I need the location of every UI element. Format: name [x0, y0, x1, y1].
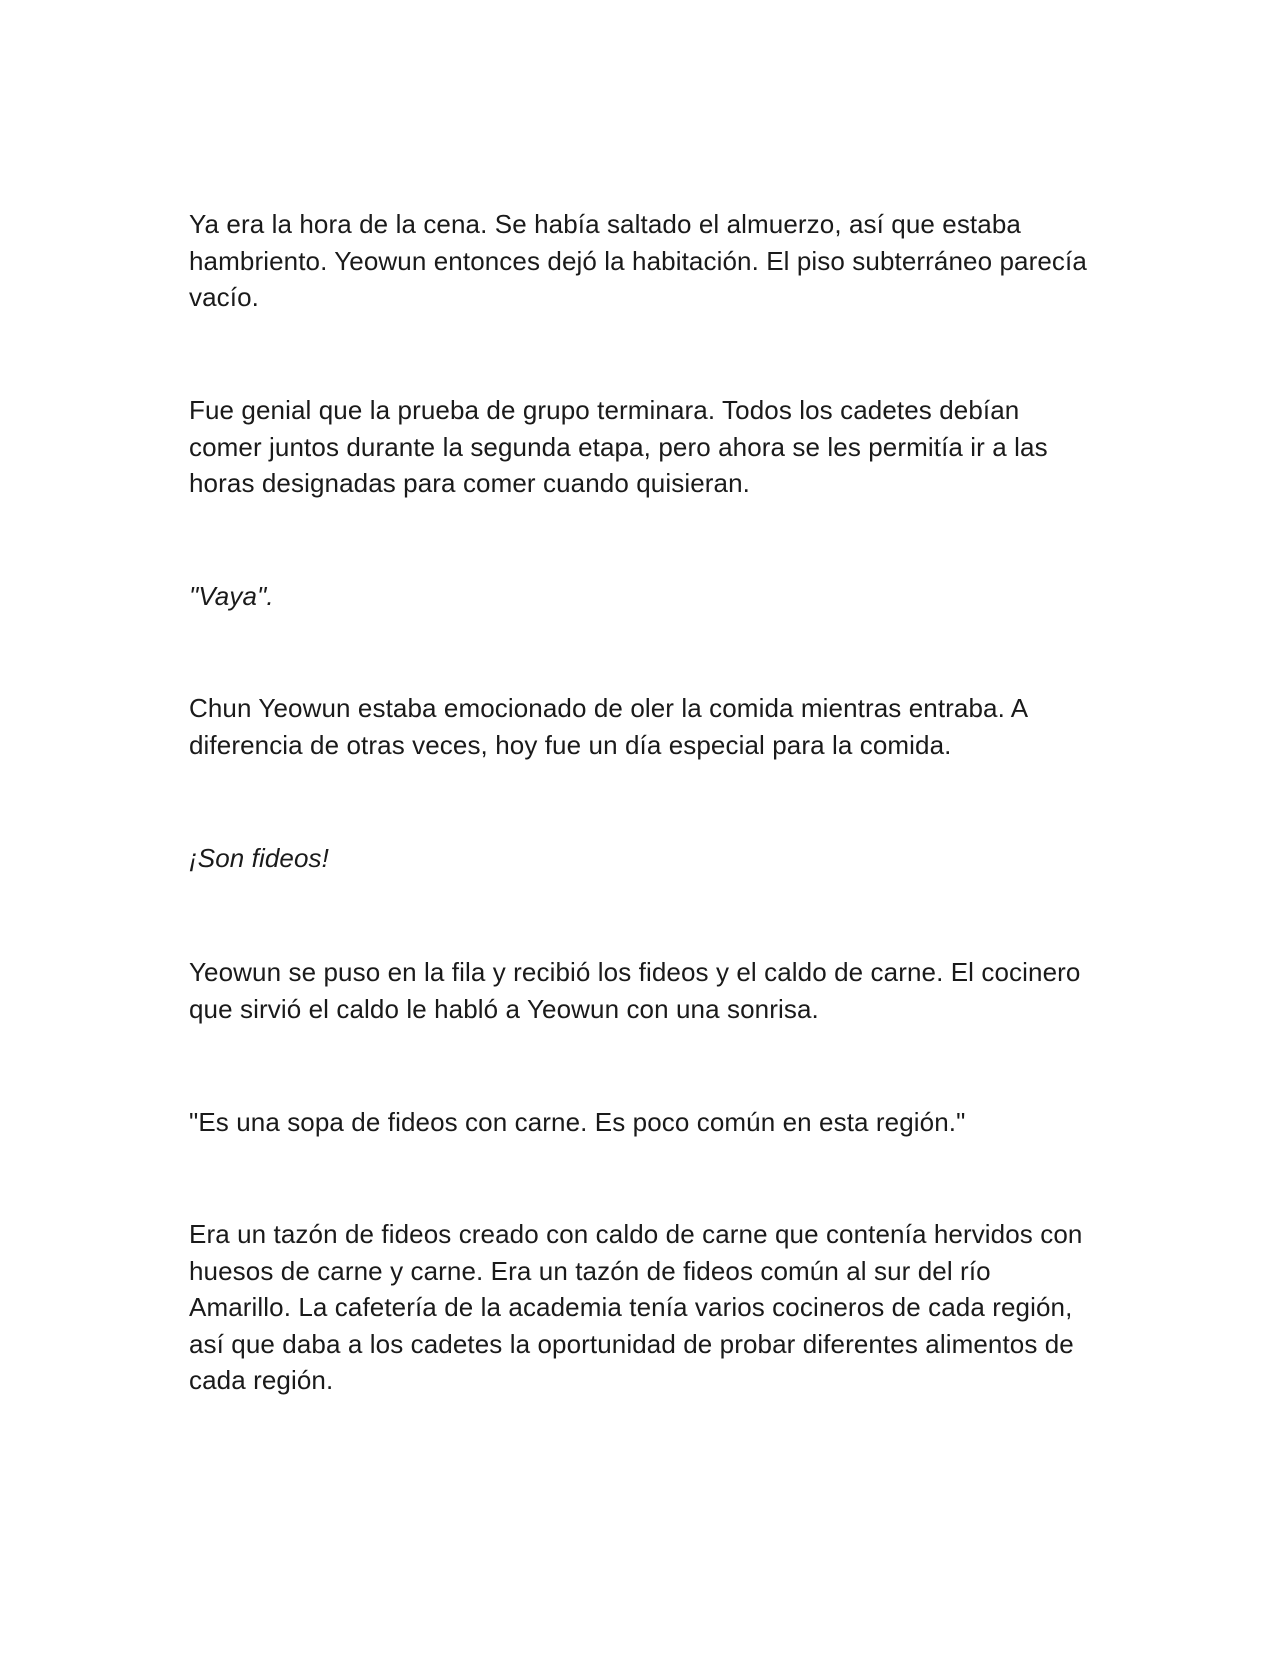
paragraph-cook-dialogue: "Es una sopa de fideos con carne. Es poco común en esta región." — [189, 1107, 966, 1137]
paragraph-noodle-description: Era un tazón de fideos creado con caldo de carne que contenía hervidos con huesos de carne y carne. Era un tazón de fideos común al sur del río Amarillo. La cafetería de la academia tenía varios cocineros de cada región, así que daba a los cadetes la oportunidad de probar diferentes alimentos de cada región. — [189, 1219, 1083, 1395]
paragraph-group-test: Fue genial que la prueba de grupo terminara. Todos los cadetes debían comer juntos durante la segunda etapa, pero ahora se les permitía ir a las horas designadas para comer cuando quisieran. — [189, 395, 1048, 498]
paragraph-son-fideos: ¡Son fideos! — [189, 843, 329, 873]
paragraph-smell-food: Chun Yeowun estaba emocionado de oler la comida mientras entraba. A diferencia de otras veces, hoy fue un día especial para la comida. — [189, 693, 1027, 760]
paragraph-exclamation-vaya: "Vaya". — [189, 581, 274, 611]
paragraph-dinner-time: Ya era la hora de la cena. Se había saltado el almuerzo, así que estaba hambriento. Yeowun entonces dejó la habitación. El piso subterráneo parecía vacío. — [189, 209, 1087, 312]
paragraph-queue: Yeowun se puso en la fila y recibió los fideos y el caldo de carne. El cocinero que sirvió el caldo le habló a Yeowun con una sonrisa. — [189, 957, 1081, 1024]
